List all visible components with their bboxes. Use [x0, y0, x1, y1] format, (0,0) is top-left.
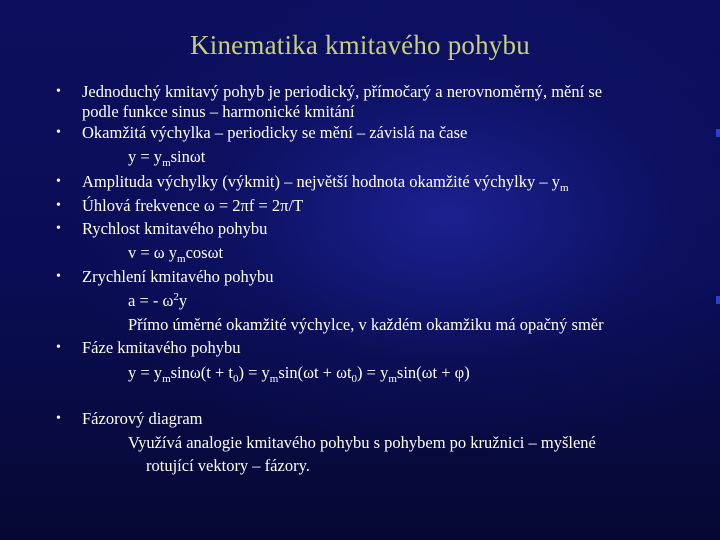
formula-part: sin(ωt + ωt: [278, 363, 352, 382]
formula-part: v = ω y: [128, 243, 178, 262]
formula-part: y = y: [128, 363, 163, 382]
phasor-note: Využívá analogie kmitavého pohybu s pohybem po kružnici – myšlené: [128, 433, 596, 452]
bullet: •: [56, 198, 61, 213]
acceleration-note: Přímo úměrné okamžité výchylce, v každém okamžiku má opačný směr: [128, 315, 604, 334]
bullet-text-amplitude: [82, 170, 569, 194]
formula-part: ) = y: [238, 363, 270, 382]
formula-subscript: 0: [351, 373, 358, 385]
formula-subscript: m: [162, 157, 171, 169]
formula-subscript: m: [162, 373, 171, 385]
formula-superscript: 2: [173, 291, 179, 303]
bullet: •: [56, 411, 61, 426]
bullet: •: [56, 125, 61, 140]
bullet: •: [56, 84, 61, 99]
bullet-text-displacement: Okamžitá výchylka – periodicky se mění – závislá na čase: [82, 123, 468, 142]
formula-part: a = - ω: [128, 291, 174, 310]
formula-part: cosωt: [185, 243, 224, 262]
formula-velocity: [128, 241, 223, 265]
bullet: •: [56, 340, 61, 355]
formula-subscript: m: [388, 373, 397, 385]
formula-subscript: m: [269, 373, 279, 385]
bullet: •: [56, 174, 61, 189]
formula-acceleration: [128, 289, 187, 313]
bullet-text-acceleration: Zrychlení kmitavého pohybu: [82, 267, 274, 286]
formula-part: ) = y: [357, 363, 389, 382]
edge-mark: [716, 296, 720, 304]
phasor-note-cont: rotující vektory – fázory.: [146, 456, 310, 475]
formula-part: y = y: [128, 147, 163, 166]
formula-subscript: m: [177, 253, 186, 265]
bullet-text-simple-harmonic-cont: podle funkce sinus – harmonické kmitání: [82, 102, 355, 121]
amplitude-text: Amplituda výchylky (výkmit) – největší hodnota okamžité výchylky – y: [82, 172, 560, 191]
bullet-text-velocity: Rychlost kmitavého pohybu: [82, 219, 268, 238]
formula-displacement: [128, 145, 205, 169]
formula-part: sinωt: [170, 147, 206, 166]
bullet: •: [56, 221, 61, 236]
edge-mark: [716, 129, 720, 137]
bullet-text-simple-harmonic: Jednoduchý kmitavý pohyb je periodický, přímočarý a nerovnoměrný, mění se: [82, 82, 603, 101]
formula-subscript: 0: [232, 373, 239, 385]
bullet: •: [56, 269, 61, 284]
formula-part: sin(ωt + φ): [396, 363, 470, 382]
formula-part: sinω(t + t: [170, 363, 233, 382]
formula-phase: [128, 361, 470, 385]
slide-title: Kinematika kmitavého pohybu: [190, 30, 530, 60]
bullet-text-phasor-diagram: Fázorový diagram: [82, 409, 203, 428]
bullet-text-angular-frequency: Úhlová frekvence ω = 2πf = 2π/T: [82, 196, 304, 215]
formula-part: y: [178, 291, 188, 310]
formula-subscript: m: [559, 182, 569, 194]
bullet-text-phase: Fáze kmitavého pohybu: [82, 338, 241, 357]
